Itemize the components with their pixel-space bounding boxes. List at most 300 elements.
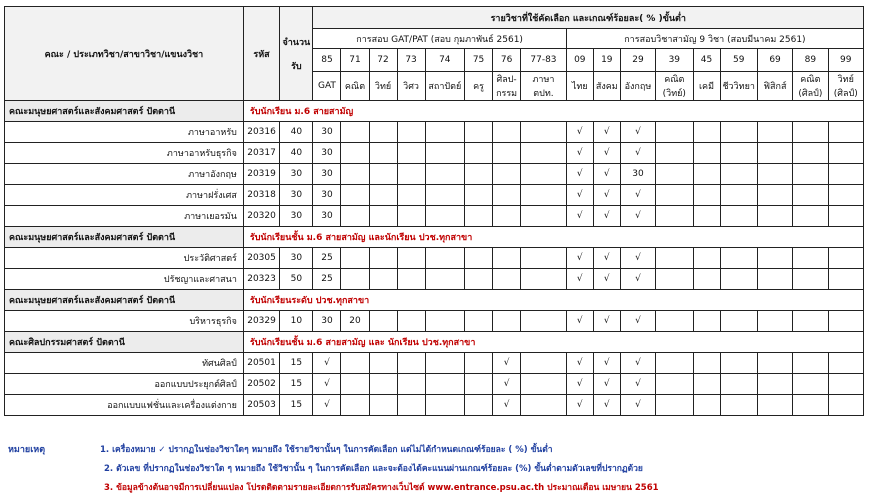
criteria-cell: √ <box>566 395 593 416</box>
subject-code-59: 59 <box>720 49 757 72</box>
subject-name-89 <box>793 72 828 101</box>
criteria-cell <box>793 269 828 290</box>
criteria-cell: √ <box>566 185 593 206</box>
subject-name-line-2: (ศิลป์) <box>833 89 858 99</box>
criteria-cell <box>425 143 464 164</box>
criteria-cell <box>465 164 493 185</box>
criteria-cell <box>693 164 720 185</box>
subject-code-69: 69 <box>757 49 792 72</box>
subject-code-72: 72 <box>369 49 397 72</box>
criteria-cell <box>369 185 397 206</box>
program-seats: 40 <box>280 122 313 143</box>
criteria-cell: √ <box>493 353 521 374</box>
program-seats: 40 <box>280 143 313 164</box>
criteria-cell: √ <box>566 206 593 227</box>
criteria-cell <box>693 143 720 164</box>
admission-type: รับนักเรียนชั้น ม.6 สายสามัญ และนักเรียน ปวช.ทุกสาขา <box>243 227 863 248</box>
criteria-cell <box>397 143 425 164</box>
criteria-cell <box>757 374 792 395</box>
criteria-cell <box>656 143 693 164</box>
criteria-cell <box>369 206 397 227</box>
subject-name-09 <box>566 72 593 101</box>
criteria-cell <box>828 122 863 143</box>
note-3: 3. ข้อมูลข้างต้นอาจมีการเปลี่ยนแปลง โปรดติดตามรายละเอียดการรับสมัครทางเว็บไซต์ www.entrance.psu.ac.th ประมาณเดือน เมษายน 2561 <box>104 483 659 493</box>
criteria-cell <box>757 395 792 416</box>
criteria-cell <box>693 353 720 374</box>
subject-name: คณิต <box>664 75 685 85</box>
criteria-cell <box>465 353 493 374</box>
subject-code-74: 74 <box>425 49 464 72</box>
subject-name-69 <box>757 72 792 101</box>
criteria-cell: 30 <box>313 206 341 227</box>
program-seats: 50 <box>280 269 313 290</box>
criteria-cell <box>720 395 757 416</box>
criteria-cell <box>341 374 369 395</box>
header-gatpat-group: การสอบ GAT/PAT (สอบ กุมภาพันธ์ 2561) <box>313 29 566 49</box>
faculty-name: คณะมนุษยศาสตร์และสังคมศาสตร์ ปัตตานี <box>5 227 244 248</box>
subject-name-line-2: (ศิลป์) <box>798 89 823 99</box>
criteria-cell <box>341 269 369 290</box>
criteria-cell <box>757 248 792 269</box>
program-seats: 30 <box>280 164 313 185</box>
criteria-cell <box>720 164 757 185</box>
criteria-cell <box>720 185 757 206</box>
subject-code-19: 19 <box>593 49 620 72</box>
criteria-cell <box>465 143 493 164</box>
admission-criteria-table <box>4 6 864 416</box>
criteria-cell: 30 <box>313 143 341 164</box>
subject-name-line-2: (วิทย์) <box>662 89 686 99</box>
subject-name: คณิต <box>800 75 821 85</box>
criteria-cell <box>493 122 521 143</box>
criteria-cell: √ <box>313 395 341 416</box>
subject-name: ศิลป- <box>496 75 517 85</box>
criteria-cell <box>793 185 828 206</box>
criteria-cell: √ <box>593 311 620 332</box>
criteria-cell: 30 <box>620 164 655 185</box>
criteria-cell <box>493 269 521 290</box>
faculty-name: คณะมนุษยศาสตร์และสังคมศาสตร์ ปัตตานี <box>5 101 244 122</box>
criteria-cell <box>828 143 863 164</box>
criteria-cell: √ <box>620 185 655 206</box>
criteria-cell <box>493 206 521 227</box>
criteria-cell: 20 <box>341 311 369 332</box>
program-seats: 30 <box>280 206 313 227</box>
criteria-cell <box>793 164 828 185</box>
header-count <box>280 7 313 101</box>
subject-name-75 <box>465 72 493 101</box>
criteria-cell <box>425 122 464 143</box>
criteria-cell <box>369 395 397 416</box>
criteria-cell: √ <box>593 374 620 395</box>
program-name: ทัศนศิลป์ <box>5 353 244 374</box>
program-name: ภาษาเยอรมัน <box>5 206 244 227</box>
criteria-cell <box>397 269 425 290</box>
criteria-cell: √ <box>620 395 655 416</box>
program-code: 20305 <box>243 248 279 269</box>
criteria-cell <box>656 353 693 374</box>
criteria-cell <box>828 374 863 395</box>
criteria-cell <box>521 248 567 269</box>
criteria-cell <box>656 122 693 143</box>
criteria-cell <box>425 269 464 290</box>
subject-name: อังกฤษ <box>624 82 652 92</box>
criteria-cell <box>397 248 425 269</box>
criteria-cell <box>656 248 693 269</box>
criteria-cell: √ <box>566 143 593 164</box>
note-1: 1. เครื่องหมาย ✓ ปรากฏในช่องวิชาใดๆ หมายถึง ใช้รายวิชานั้นๆ ในการคัดเลือก แต่ไม่ได้กำหนดเกณฑ์ร้อยละ ( %) ขั้นต่ำ <box>100 445 553 455</box>
notes-label: หมายเหตุ <box>8 445 46 455</box>
criteria-cell: √ <box>620 122 655 143</box>
faculty-name: คณะศิลปกรรมศาสตร์ ปัตตานี <box>5 332 244 353</box>
criteria-cell <box>757 311 792 332</box>
subject-name-line-2: ตปท. <box>533 89 554 99</box>
subject-name-19 <box>593 72 620 101</box>
criteria-cell <box>397 206 425 227</box>
criteria-cell <box>465 248 493 269</box>
criteria-cell <box>341 122 369 143</box>
criteria-cell: √ <box>620 353 655 374</box>
criteria-cell <box>656 185 693 206</box>
subject-code-29: 29 <box>620 49 655 72</box>
criteria-cell: √ <box>620 269 655 290</box>
criteria-cell: √ <box>566 374 593 395</box>
criteria-cell <box>341 353 369 374</box>
criteria-cell <box>397 353 425 374</box>
subject-code-76: 76 <box>493 49 521 72</box>
criteria-cell <box>693 122 720 143</box>
subject-name-85 <box>313 72 341 101</box>
program-name: บริหารธุรกิจ <box>5 311 244 332</box>
criteria-cell <box>793 311 828 332</box>
subject-name-71 <box>341 72 369 101</box>
criteria-cell <box>793 353 828 374</box>
table-row <box>5 164 864 185</box>
program-seats: 15 <box>280 395 313 416</box>
program-seats: 10 <box>280 311 313 332</box>
criteria-cell <box>521 353 567 374</box>
criteria-cell <box>493 311 521 332</box>
criteria-cell <box>369 374 397 395</box>
criteria-cell <box>828 185 863 206</box>
table-row <box>5 248 864 269</box>
criteria-cell <box>369 143 397 164</box>
criteria-cell <box>493 248 521 269</box>
criteria-cell <box>720 206 757 227</box>
subject-code-73: 73 <box>397 49 425 72</box>
criteria-cell: 30 <box>313 164 341 185</box>
admission-type: รับนักเรียนระดับ ปวช.ทุกสาขา <box>243 290 863 311</box>
criteria-cell <box>828 206 863 227</box>
criteria-cell <box>397 122 425 143</box>
criteria-cell <box>793 248 828 269</box>
program-seats: 15 <box>280 353 313 374</box>
criteria-cell <box>720 122 757 143</box>
subject-code-99: 99 <box>828 49 863 72</box>
criteria-cell <box>465 374 493 395</box>
program-name: ภาษาฝรั่งเศส <box>5 185 244 206</box>
criteria-cell: √ <box>620 248 655 269</box>
criteria-cell <box>693 374 720 395</box>
table-row <box>5 311 864 332</box>
criteria-cell <box>521 395 567 416</box>
criteria-cell: √ <box>313 353 341 374</box>
criteria-cell <box>693 185 720 206</box>
criteria-cell <box>757 143 792 164</box>
program-code: 20501 <box>243 353 279 374</box>
criteria-cell: √ <box>566 122 593 143</box>
program-name: ประวัติศาสตร์ <box>5 248 244 269</box>
program-code: 20503 <box>243 395 279 416</box>
faculty-name: คณะมนุษยศาสตร์และสังคมศาสตร์ ปัตตานี <box>5 290 244 311</box>
criteria-cell <box>757 185 792 206</box>
table-row <box>5 143 864 164</box>
criteria-cell <box>425 395 464 416</box>
criteria-cell <box>656 206 693 227</box>
criteria-cell <box>425 206 464 227</box>
criteria-cell <box>828 353 863 374</box>
criteria-cell <box>521 143 567 164</box>
criteria-cell <box>425 311 464 332</box>
subject-name-39 <box>656 72 693 101</box>
table-row <box>5 374 864 395</box>
criteria-cell <box>465 311 493 332</box>
program-code: 20319 <box>243 164 279 185</box>
subject-name-74 <box>425 72 464 101</box>
note-2: 2. ตัวเลข ที่ปรากฏในช่องวิชาใด ๆ หมายถึง ใช้วิชานั้น ๆ ในการคัดเลือก และจะต้องได้คะแนนผ่านเกณฑ์ร้อยละ (%) ขั้นต่ำตามตัวเลขที่ปรากฏด้วย <box>104 464 643 474</box>
criteria-cell: 30 <box>313 122 341 143</box>
header-count-line-2: รับ <box>291 61 302 72</box>
criteria-cell <box>369 311 397 332</box>
criteria-cell <box>720 353 757 374</box>
subject-code-75: 75 <box>465 49 493 72</box>
criteria-cell <box>828 248 863 269</box>
subject-name-29 <box>620 72 655 101</box>
criteria-cell <box>693 311 720 332</box>
criteria-cell <box>521 122 567 143</box>
criteria-cell <box>425 248 464 269</box>
header-count-line-1: จำนวน <box>282 37 311 48</box>
subject-name-76 <box>493 72 521 101</box>
program-code: 20317 <box>243 143 279 164</box>
criteria-cell <box>656 269 693 290</box>
criteria-cell: √ <box>566 248 593 269</box>
criteria-cell <box>521 164 567 185</box>
criteria-cell: √ <box>593 395 620 416</box>
criteria-cell: √ <box>566 164 593 185</box>
subject-code-71: 71 <box>341 49 369 72</box>
subject-name: ครู <box>473 82 484 92</box>
criteria-cell: √ <box>566 311 593 332</box>
subject-name-59 <box>720 72 757 101</box>
subject-name-99 <box>828 72 863 101</box>
criteria-cell <box>369 248 397 269</box>
criteria-cell <box>757 122 792 143</box>
criteria-cell <box>521 269 567 290</box>
criteria-cell <box>521 206 567 227</box>
criteria-cell <box>341 206 369 227</box>
table-row <box>5 185 864 206</box>
program-name: ปรัชญาและศาสนา <box>5 269 244 290</box>
criteria-cell <box>369 269 397 290</box>
criteria-cell <box>369 353 397 374</box>
criteria-cell <box>521 311 567 332</box>
program-code: 20323 <box>243 269 279 290</box>
header-faculty: คณะ / ประเภทวิชา/สาขาวิชา/แขนงวิชา <box>5 7 244 101</box>
criteria-cell <box>465 206 493 227</box>
criteria-cell: √ <box>566 269 593 290</box>
criteria-cell <box>720 269 757 290</box>
criteria-cell <box>369 164 397 185</box>
subject-name: GAT <box>318 81 336 91</box>
subject-name: สถาปัตย์ <box>428 82 462 92</box>
subject-name: ไทย <box>571 82 588 92</box>
program-name: ภาษาอาหรับธุรกิจ <box>5 143 244 164</box>
criteria-cell <box>493 143 521 164</box>
criteria-cell: 25 <box>313 269 341 290</box>
criteria-cell <box>693 206 720 227</box>
subject-code-77-83: 77-83 <box>521 49 567 72</box>
criteria-cell: 30 <box>313 185 341 206</box>
faculty-row <box>5 332 864 353</box>
criteria-cell <box>720 143 757 164</box>
criteria-cell <box>793 122 828 143</box>
criteria-cell <box>757 353 792 374</box>
criteria-cell: √ <box>593 248 620 269</box>
subject-name: ชีววิทยา <box>722 82 755 92</box>
criteria-cell <box>757 206 792 227</box>
subject-name-77-83 <box>521 72 567 101</box>
subject-name: วิทย์ <box>374 82 392 92</box>
criteria-cell <box>656 311 693 332</box>
criteria-cell <box>656 164 693 185</box>
subject-code-39: 39 <box>656 49 693 72</box>
criteria-cell <box>369 122 397 143</box>
criteria-cell <box>828 164 863 185</box>
subject-code-45: 45 <box>693 49 720 72</box>
criteria-cell <box>793 143 828 164</box>
program-code: 20329 <box>243 311 279 332</box>
header-subjects-title: รายวิชาที่ใช้คัดเลือก และเกณฑ์ร้อยละ( % )ขั้นต่ำ <box>313 7 864 29</box>
program-code: 20320 <box>243 206 279 227</box>
criteria-cell <box>425 353 464 374</box>
subject-name: วิทย์ <box>837 75 854 85</box>
criteria-cell: 30 <box>313 311 341 332</box>
program-name: ออกแบบประยุกต์ศิลป์ <box>5 374 244 395</box>
subject-name-72 <box>369 72 397 101</box>
criteria-cell <box>793 395 828 416</box>
criteria-cell <box>341 248 369 269</box>
criteria-cell <box>656 395 693 416</box>
faculty-row <box>5 101 864 122</box>
criteria-cell <box>521 185 567 206</box>
criteria-cell: √ <box>493 374 521 395</box>
criteria-cell <box>720 374 757 395</box>
criteria-cell: √ <box>593 269 620 290</box>
program-seats: 30 <box>280 185 313 206</box>
program-seats: 15 <box>280 374 313 395</box>
criteria-cell <box>656 374 693 395</box>
criteria-cell <box>693 395 720 416</box>
criteria-cell <box>341 395 369 416</box>
criteria-cell: √ <box>593 206 620 227</box>
program-seats: 30 <box>280 248 313 269</box>
criteria-cell <box>828 395 863 416</box>
criteria-cell <box>341 164 369 185</box>
criteria-cell <box>397 311 425 332</box>
header-code: รหัส <box>243 7 279 101</box>
criteria-cell <box>465 395 493 416</box>
criteria-cell: √ <box>593 164 620 185</box>
criteria-cell <box>757 269 792 290</box>
criteria-cell <box>693 248 720 269</box>
program-code: 20502 <box>243 374 279 395</box>
program-name: ออกแบบแฟชั่นและเครื่องแต่งกาย <box>5 395 244 416</box>
criteria-cell <box>465 122 493 143</box>
criteria-cell <box>828 311 863 332</box>
criteria-cell <box>397 185 425 206</box>
criteria-cell: √ <box>313 374 341 395</box>
table-row <box>5 395 864 416</box>
subject-name: คณิต <box>344 82 366 92</box>
criteria-cell <box>425 164 464 185</box>
table-row <box>5 206 864 227</box>
faculty-row <box>5 290 864 311</box>
subject-name: ฟิสิกส์ <box>763 82 787 92</box>
criteria-cell: √ <box>566 353 593 374</box>
subject-code-89: 89 <box>793 49 828 72</box>
subject-name-line-2: กรรม <box>496 89 518 99</box>
criteria-cell <box>465 269 493 290</box>
faculty-row <box>5 227 864 248</box>
criteria-cell: 25 <box>313 248 341 269</box>
criteria-cell: √ <box>620 143 655 164</box>
criteria-cell <box>341 185 369 206</box>
criteria-cell <box>693 269 720 290</box>
admission-type: รับนักเรียน ม.6 สายสามัญ <box>243 101 863 122</box>
criteria-cell <box>397 395 425 416</box>
criteria-cell: √ <box>620 374 655 395</box>
criteria-cell <box>425 185 464 206</box>
program-code: 20316 <box>243 122 279 143</box>
criteria-cell <box>793 206 828 227</box>
subject-name-45 <box>693 72 720 101</box>
criteria-cell <box>425 374 464 395</box>
criteria-cell: √ <box>593 353 620 374</box>
criteria-cell <box>793 374 828 395</box>
criteria-cell <box>493 164 521 185</box>
criteria-cell <box>720 248 757 269</box>
program-name: ภาษาอาหรับ <box>5 122 244 143</box>
criteria-cell <box>828 269 863 290</box>
criteria-cell <box>493 185 521 206</box>
criteria-cell <box>397 374 425 395</box>
table-row <box>5 269 864 290</box>
header-nine-subjects-group: การสอบวิชาสามัญ 9 วิชา (สอบมีนาคม 2561) <box>566 29 863 49</box>
subject-name: ภาษา <box>532 75 555 85</box>
subject-code-85: 85 <box>313 49 341 72</box>
subject-code-09: 09 <box>566 49 593 72</box>
program-code: 20318 <box>243 185 279 206</box>
criteria-cell <box>397 164 425 185</box>
criteria-cell: √ <box>493 395 521 416</box>
subject-name-73 <box>397 72 425 101</box>
table-row <box>5 122 864 143</box>
subject-name: วิศว <box>403 82 419 92</box>
criteria-cell: √ <box>593 143 620 164</box>
criteria-cell <box>521 374 567 395</box>
criteria-cell: √ <box>620 206 655 227</box>
